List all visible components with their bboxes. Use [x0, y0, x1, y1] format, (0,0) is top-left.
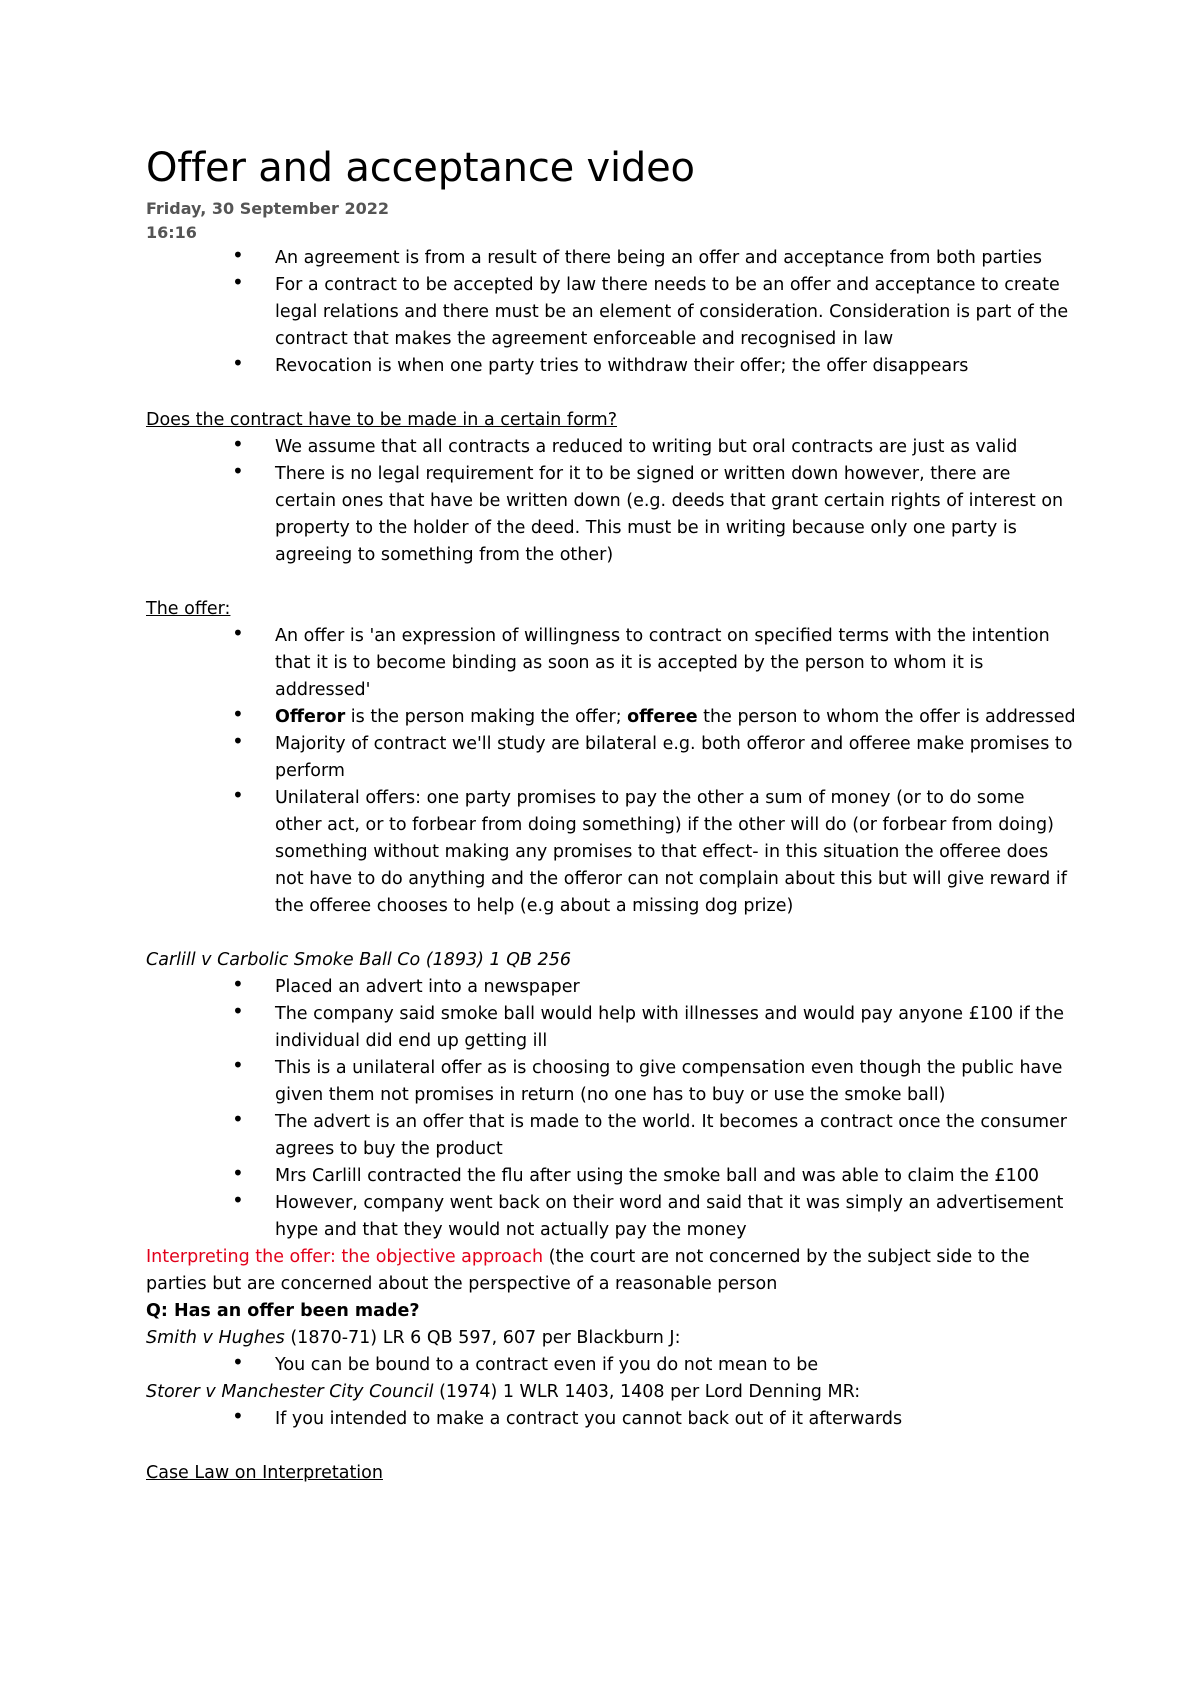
list-item: • You can be bound to a contract even if you do not mean to be	[146, 1352, 1076, 1379]
smith-case-line	[146, 1325, 1076, 1352]
list-item: • For a contract to be accepted by law there needs to be an offer and acceptance to create legal relations and there must be an element of consideration. Consideration is part of the contract that makes the agreement enforceable and recognised in law	[146, 272, 1076, 353]
list-item: • This is a unilateral offer as is choosing to give compensation even though the public have given them not promises in return (no one has to buy or use the smoke ball)	[146, 1055, 1076, 1109]
list-item: • Majority of contract we'll study are bilateral e.g. both offeror and offeree make promises to perform	[146, 731, 1076, 785]
list-item: • Mrs Carlill contracted the flu after using the smoke ball and was able to claim the £100	[146, 1163, 1076, 1190]
list-item: • There is no legal requirement for it to be signed or written down however, there are certain ones that have be written down (e.g. deeds that grant certain rights of interest on property to the holder of the deed. This must be in writing because only one party is agreeing to something from the other)	[146, 461, 1076, 569]
list-item: • If you intended to make a contract you cannot back out of it afterwards	[146, 1406, 1076, 1433]
term-offeror: Offeror	[275, 707, 346, 727]
list-item: • Revocation is when one party tries to withdraw their offer; the offer disappears	[146, 353, 1076, 380]
list-item: • Placed an advert into a newspaper	[146, 974, 1076, 1001]
case-heading-carlill: Carlill v Carbolic Smoke Ball Co (1893) 1 QB 256	[146, 950, 571, 970]
storer-bullet-list	[146, 1406, 1076, 1433]
list-item-text: the person to whom the offer is addressed	[697, 707, 1076, 727]
list-item: • We assume that all contracts a reduced to writing but oral contracts are just as valid	[146, 434, 1076, 461]
interpreting-text: (the court are not concerned by the subject side to the parties but are concerned about the perspective of a reasonable person	[146, 1247, 1030, 1294]
smith-bullet-list	[146, 1352, 1076, 1379]
list-item-text: is the person making the offer;	[345, 707, 628, 727]
section-heading-form: Does the contract have to be made in a certain form?	[146, 410, 618, 430]
section-heading-case-law: Case Law on Interpretation	[146, 1463, 383, 1483]
interpreting-paragraph	[146, 1244, 1076, 1298]
list-item	[146, 704, 1076, 731]
section-heading-offer: The offer:	[146, 599, 231, 619]
smith-case-ref: (1870-71) LR 6 QB 597, 607 per Blackburn J:	[284, 1328, 681, 1348]
question-line: Q: Has an offer been made?	[146, 1301, 420, 1321]
carlill-bullet-list	[146, 974, 1076, 1244]
list-item: • However, company went back on their word and said that it was simply an advertisement hype and that they would not actually pay the money	[146, 1190, 1076, 1244]
interpreting-heading: Interpreting the offer: the objective approach	[146, 1247, 544, 1267]
list-item: • The company said smoke ball would help with illnesses and would pay anyone £100 if the individual did end up getting ill	[146, 1001, 1076, 1055]
offer-bullet-list	[146, 623, 1076, 920]
list-item: • The advert is an offer that is made to the world. It becomes a contract once the consumer agrees to buy the product	[146, 1109, 1076, 1163]
form-bullet-list	[146, 434, 1076, 569]
note-date: Friday, 30 September 2022	[146, 199, 390, 218]
list-item: • An offer is 'an expression of willingness to contract on specified terms with the intention that it is to become binding as soon as it is accepted by the person to whom it is addressed'	[146, 623, 1076, 704]
list-item: • An agreement is from a result of there being an offer and acceptance from both parties	[146, 245, 1076, 272]
page-title: Offer and acceptance video	[146, 145, 695, 191]
term-offeree: offeree	[627, 707, 698, 727]
note-page	[146, 142, 1076, 1487]
intro-bullet-list	[146, 245, 1076, 380]
storer-case-name: Storer v Manchester City Council	[146, 1382, 434, 1402]
list-item: • Unilateral offers: one party promises to pay the other a sum of money (or to do some other act, or to forbear from doing something) if the other will do (or forbear from doing) something without making any promises to that effect- in this situation the offeree does not have to do anything and the offeror can not complain about this but will give reward if the offeree chooses to help (e.g about a missing dog prize)	[146, 785, 1076, 920]
smith-case-name: Smith v Hughes	[146, 1328, 285, 1348]
note-time: 16:16	[146, 223, 197, 242]
storer-case-ref: (1974) 1 WLR 1403, 1408 per Lord Denning MR:	[433, 1382, 861, 1402]
storer-case-line	[146, 1379, 1076, 1406]
